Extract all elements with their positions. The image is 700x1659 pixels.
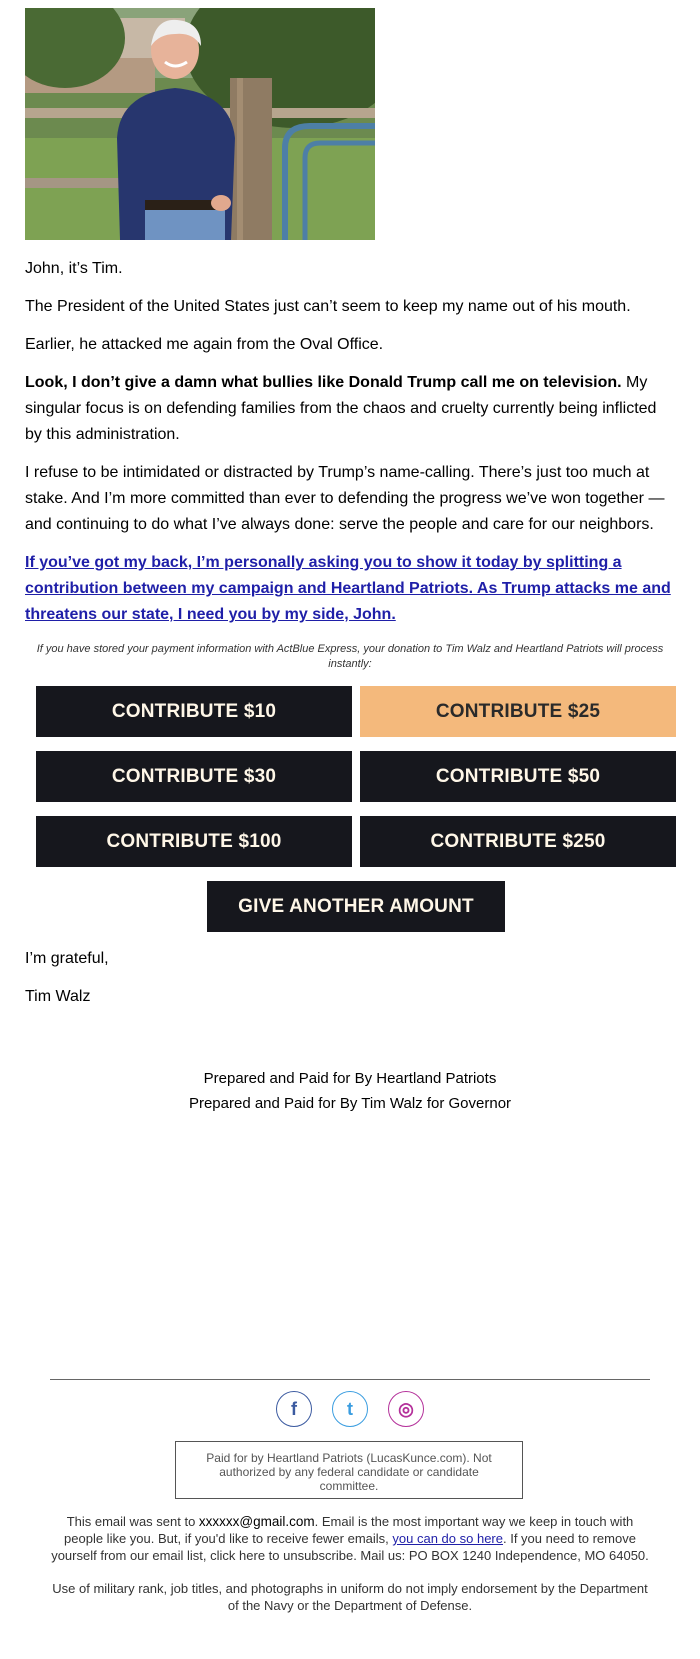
paid-for-disclaimer: Paid for by Heartland Patriots (LucasKunce.com). Not authorized by any federal candidate or candidate committee. <box>175 1441 523 1499</box>
greeting: John, it’s Tim. <box>25 260 123 277</box>
footer-divider <box>50 1379 650 1380</box>
footer-fineprint <box>50 1513 650 1614</box>
contribute-30-button[interactable]: CONTRIBUTE $30 <box>36 751 352 802</box>
bold-statement: Look, I don’t give a damn what bullies like Donald Trump call me on television. <box>25 374 622 391</box>
paragraph-president: The President of the United States just can’t seem to keep my name out of his mouth. <box>25 298 631 315</box>
credit-heartland: Prepared and Paid for By Heartland Patriots <box>203 1070 497 1087</box>
paragraph-ask <box>25 550 675 628</box>
donation-row <box>36 816 676 867</box>
sent-to-suffix: . If you need to remove yourself from our email list, click here to unsubscribe. Mail us: PO BOX 1240 Independence, MO 64050. <box>51 1531 649 1563</box>
donation-row <box>36 881 676 932</box>
paragraph-focus <box>25 370 675 448</box>
actblue-note: If you have stored your payment information with ActBlue Express, your donation to Tim Walz and Heartland Patriots will process instantly: <box>36 643 664 670</box>
paragraph-refuse: I refuse to be intimidated or distracted by Trump’s name-calling. There’s just too much at stake. And I’m more committed than ever to defending the progress we’ve won together — and continuing to do what I’ve always done: serve the people and care for our neighbors. <box>25 464 665 533</box>
paragraph-earlier: Earlier, he attacked me again from the Oval Office. <box>25 336 384 353</box>
paid-for-credits <box>25 1066 675 1116</box>
contribute-250-button[interactable]: CONTRIBUTE $250 <box>360 816 676 867</box>
sent-to-prefix: This email was sent to <box>66 1514 199 1529</box>
twitter-icon[interactable]: t <box>332 1391 368 1427</box>
give-another-amount-button[interactable]: GIVE ANOTHER AMOUNT <box>207 881 505 932</box>
email-sent-notice <box>50 1513 650 1564</box>
sent-to-mid: . Email is the most important way we keep in touch with people like you. But, if you'd like to receive fewer emails, <box>64 1514 634 1546</box>
signature: Tim Walz <box>25 988 91 1005</box>
hero-photo-illustration <box>25 8 375 240</box>
focus-statement: My singular focus is on defending families from the chaos and cruelty currently being inflicted by this administration. <box>25 374 657 443</box>
closing-grateful: I’m grateful, <box>25 950 109 967</box>
credit-walz: Prepared and Paid for By Tim Walz for Governor <box>188 1095 512 1112</box>
contribute-25-button[interactable]: CONTRIBUTE $25 <box>360 686 676 737</box>
instagram-icon[interactable]: ◎ <box>388 1391 424 1427</box>
recipient-email: xxxxxx@gmail.com <box>198 1514 315 1529</box>
fewer-emails-link[interactable]: you can do so here <box>392 1531 503 1546</box>
contribution-ask-link[interactable]: If you’ve got my back, I’m personally asking you to show it today by splitting a contribution between my campaign and Heartland Patriots. As Trump attacks me and threatens our state, I need you by my side, John. <box>25 554 671 623</box>
contribute-100-button[interactable]: CONTRIBUTE $100 <box>36 816 352 867</box>
military-disclaimer: Use of military rank, job titles, and photographs in uniform do not imply endorsement by the Department of the Navy or the Department of Defense. <box>52 1581 648 1613</box>
donation-row <box>36 751 676 802</box>
facebook-icon[interactable]: f <box>276 1391 312 1427</box>
donation-button-grid <box>36 686 676 932</box>
contribute-50-button[interactable]: CONTRIBUTE $50 <box>360 751 676 802</box>
email-body <box>25 8 675 1116</box>
hero-photo <box>25 8 375 240</box>
donation-row <box>36 686 676 737</box>
social-links <box>0 1391 700 1427</box>
contribute-10-button[interactable]: CONTRIBUTE $10 <box>36 686 352 737</box>
